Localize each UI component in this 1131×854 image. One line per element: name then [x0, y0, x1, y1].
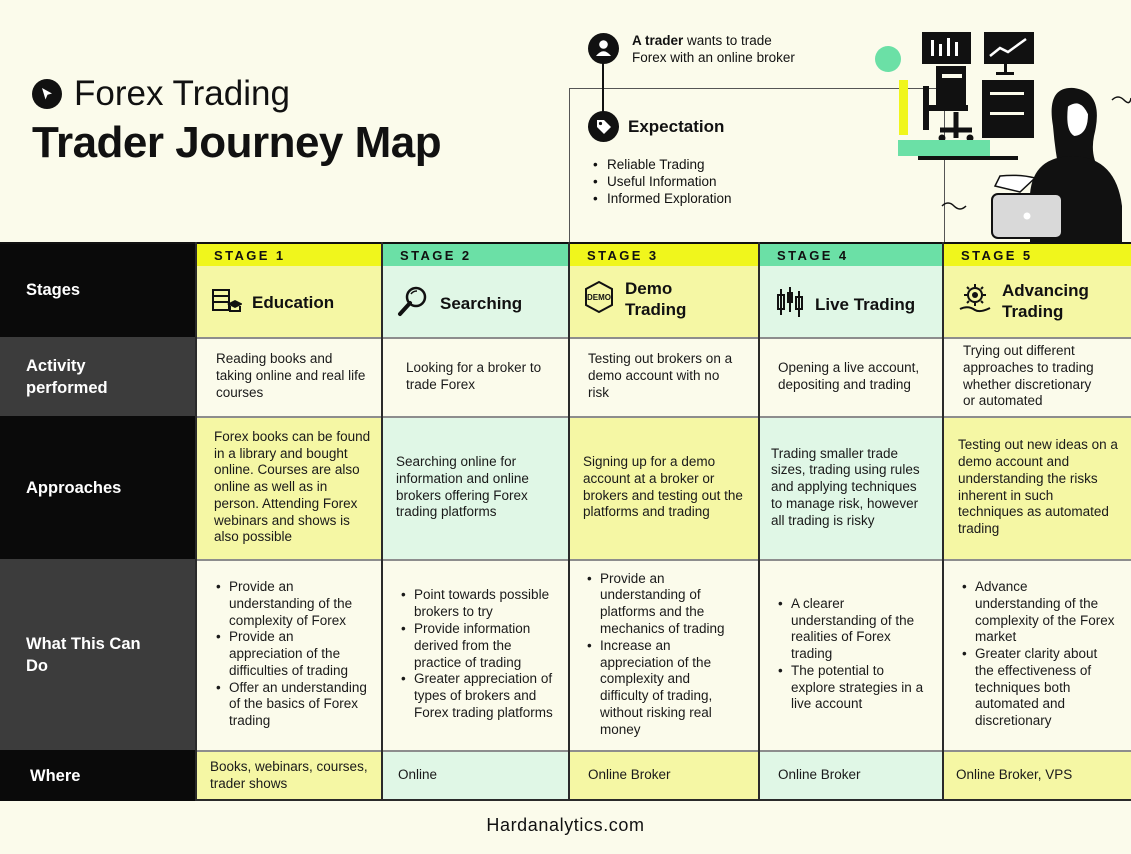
stage-3-name: DEMO Demo Trading: [583, 278, 686, 320]
whatcan-item: • Greater clarity about the effectiveness of techniques both automated and discretionary: [957, 646, 1115, 730]
trader-woman-illustration: [860, 26, 1131, 244]
whatcan-item: • Increase an appreciation of the complexity and difficulty of trading, without risking real money: [582, 638, 739, 739]
row-label-where: Where: [0, 750, 196, 801]
candlestick-icon: [775, 286, 805, 323]
expectation-list: [590, 156, 732, 207]
whatcan-item: • Advance understanding of the complexity of the Forex market: [957, 579, 1115, 646]
row-label-activity: Activity performed: [0, 337, 196, 416]
where-cell: Books, webinars, courses, trader shows: [196, 750, 382, 801]
stage-2-tag: STAGE 2: [382, 244, 569, 266]
approaches-cell: Searching online for information and online brokers offering Forex trading platforms: [382, 416, 569, 559]
approaches-row: [0, 416, 1131, 559]
stage-5-tag: STAGE 5: [943, 244, 1131, 266]
whatcan-item: • Provide an appreciation of the difficulties of trading: [211, 629, 370, 679]
where-cell: Online: [382, 750, 569, 801]
where-cell: Online Broker: [569, 750, 759, 801]
expectation-item: • Reliable Trading: [590, 156, 732, 173]
person-icon: [588, 33, 619, 64]
tag-icon: [588, 111, 619, 142]
whatcan-cell: [943, 559, 1131, 750]
expectation-title: Expectation: [628, 117, 725, 136]
whatcan-cell: [196, 559, 382, 750]
row-label-whatcan: What This Can Do: [0, 559, 196, 750]
cursor-icon: [32, 79, 62, 109]
where-row: [0, 750, 1131, 801]
row-divider: [196, 559, 1131, 561]
whatcan-item: • The potential to explore strategies in a live account: [773, 663, 929, 713]
page-title: Trader Journey Map: [32, 118, 442, 167]
stage-3-tag: STAGE 3: [569, 244, 759, 266]
approaches-cell: Signing up for a demo account at a broker or brokers and testing out the platforms and trading: [569, 416, 759, 559]
column-divider: [942, 242, 944, 801]
column-divider: [758, 242, 760, 801]
whatcan-cell: [759, 559, 943, 750]
activity-cell: Reading books and taking online and real life courses: [196, 337, 382, 416]
activity-cell: Looking for a broker to trade Forex: [382, 337, 569, 416]
subtitle-row: [32, 74, 290, 114]
activity-row: [0, 337, 1131, 416]
activity-cell: Trying out different approaches to trading whether discretionary or automated: [943, 337, 1131, 416]
where-cell: Online Broker: [759, 750, 943, 801]
journey-table: [0, 242, 1131, 801]
row-divider: [196, 337, 1131, 339]
row-divider: [196, 750, 1131, 752]
whatcan-item: • Provide an understanding of the complexity of Forex: [211, 579, 370, 629]
stage-4-tag: STAGE 4: [759, 244, 943, 266]
table-top-border: [0, 242, 1131, 244]
demo-hexagon-icon: [583, 280, 615, 319]
whatcan-item: • Offer an understanding of the basics of Forex trading: [211, 680, 370, 730]
column-divider: [195, 242, 197, 801]
activity-cell: Opening a live account, depositing and trading: [759, 337, 943, 416]
trader-rest: wants to trade: [683, 33, 772, 48]
column-divider: [381, 242, 383, 801]
expectation-item: • Useful Information: [590, 173, 732, 190]
whatcan-row: [0, 559, 1131, 750]
expectation-item: • Informed Exploration: [590, 190, 732, 207]
table-bottom-border: [196, 799, 1131, 801]
stage-1-name: Education: [210, 284, 334, 321]
column-divider: [568, 242, 570, 801]
row-label-approaches: Approaches: [0, 416, 196, 559]
gear-hand-icon: [958, 282, 992, 321]
stage-5-name: Advancing Trading: [958, 280, 1089, 322]
books-graduation-icon: [210, 284, 242, 321]
whatcan-cell: [569, 559, 759, 750]
approaches-cell: Trading smaller trade sizes, trading using rules and applying techniques to manage risk, however all trading is risky: [759, 416, 943, 559]
stage-4-name: Live Trading: [775, 286, 915, 323]
row-label-stages: Stages: [0, 242, 196, 337]
whatcan-cell: [382, 559, 569, 750]
activity-cell: Testing out brokers on a demo account with no risk: [569, 337, 759, 416]
stage-2-name: Searching: [396, 284, 522, 323]
whatcan-item: • Provide an understanding of platforms and the mechanics of trading: [582, 571, 739, 638]
connector-line: [602, 62, 604, 114]
approaches-cell: Testing out new ideas on a demo account and understanding the risks inherent in such techniques as automated trading: [943, 416, 1131, 559]
whatcan-item: • Greater appreciation of types of brokers and Forex trading platforms: [396, 671, 559, 721]
stage-1-tag: STAGE 1: [196, 244, 382, 266]
approaches-cell: Forex books can be found in a library and bought online. Courses are also online as well as in person. Attending Forex webinars and shows is also possible: [196, 416, 382, 559]
whatcan-item: • Provide information derived from the practice of trading: [396, 621, 559, 671]
trader-line2: Forex with an online broker: [632, 50, 795, 65]
whatcan-item: • A clearer understanding of the realities of Forex trading: [773, 596, 929, 663]
whatcan-item: • Point towards possible brokers to try: [396, 587, 559, 621]
svg-text:DEMO: DEMO: [587, 292, 611, 302]
page-subtitle: Forex Trading: [74, 74, 290, 113]
trader-statement: [632, 32, 795, 66]
trader-bold: A trader: [632, 33, 684, 48]
where-cell: Online Broker, VPS: [943, 750, 1131, 801]
footer-website[interactable]: Hardanalytics.com: [486, 815, 645, 835]
magnifier-icon: [396, 284, 430, 323]
row-divider: [196, 416, 1131, 418]
stages-row: [0, 242, 1131, 337]
